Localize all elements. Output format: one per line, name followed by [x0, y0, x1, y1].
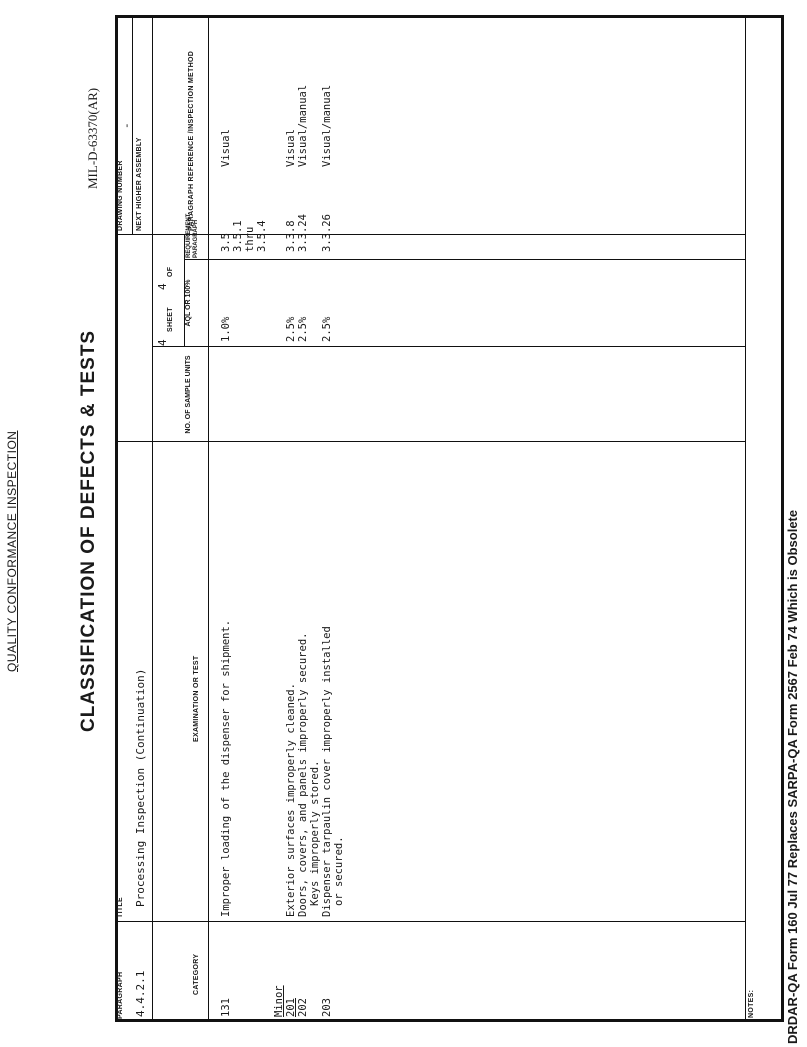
method-cell: Visual — [285, 129, 297, 167]
form-title: CLASSIFICATION OF DEFECTS & TESTS — [78, 329, 99, 732]
aql-cell: 2.5% — [285, 316, 297, 342]
aql-column-header: AQL OR 100% — [185, 279, 192, 327]
method-cell: Visual/manual — [321, 84, 333, 167]
category-cell: 203 — [321, 998, 333, 1017]
exam-cell: Dispenser tarpaulin cover improperly installed — [321, 626, 333, 917]
exam-column-line — [115, 441, 745, 442]
exam-column-header: EXAMINATION OR TEST — [193, 655, 200, 742]
mil-spec-number: MIL-D-63370(AR) — [85, 87, 100, 189]
requirement-cell: 3.3.24 — [297, 214, 309, 252]
requirement-column-line — [115, 234, 745, 235]
method-cell: Visual — [220, 129, 232, 167]
sheet-label: SHEET — [167, 307, 174, 332]
next-higher-assembly-label: NEXT HIGHER ASSEMBLY — [136, 137, 143, 231]
requirement-cell: 3.5 — [220, 233, 232, 252]
category-cell: 201 — [285, 998, 297, 1017]
document-section-heading: QUALITY CONFORMANCE INSPECTION — [5, 430, 19, 672]
exam-cell-continuation: or secured. — [333, 836, 345, 906]
aql-cell: 2.5% — [297, 316, 309, 342]
requirement-cell: 3.5.1 — [232, 220, 244, 252]
method-cell: Visual/manual — [297, 84, 309, 167]
requirement-cell: 3.5.4 — [256, 220, 268, 252]
title-value: Processing Inspection (Continuation) — [134, 668, 147, 907]
exam-cell: Improper loading of the dispenser for shipment. — [220, 619, 232, 917]
sample-units-column-header: NO. OF SAMPLE UNITS — [185, 355, 192, 434]
requirement-column-header: REQUIREMENT PARAGRAPH — [186, 213, 199, 258]
exam-cell: Doors, covers, and panels improperly secured. — [297, 632, 309, 917]
notes-label: NOTES: — [748, 989, 755, 1018]
category-column-line — [115, 921, 745, 922]
header-divider-line — [152, 15, 153, 1022]
form-footer: DRDAR-QA Form 160 Jul 77 Replaces SARPA-QA Form 2567 Feb 74 Which is Obsolete — [785, 509, 800, 1044]
paragraph-value: 4.4.2.1 — [134, 970, 147, 1017]
paragraph-label: PARAGRAPH — [117, 971, 124, 1019]
category-cell: 202 — [297, 998, 309, 1017]
paragraph-reference-column-header: PARAGRAPH REFERENCE /INSPECTION METHOD — [188, 50, 195, 231]
requirement-cell: thru — [244, 226, 256, 252]
exam-cell: Exterior surfaces improperly cleaned. — [285, 683, 297, 917]
sheet-total: 4 — [156, 283, 169, 290]
drawing-number-value: - — [120, 122, 133, 129]
sheet-number: 4 — [156, 339, 169, 346]
category-cell: 131 — [220, 998, 232, 1017]
aql-cell: 2.5% — [321, 316, 333, 342]
drawing-number-label: DRAWING NUMBER — [117, 160, 124, 231]
requirement-cell: 3.3.26 — [321, 214, 333, 252]
of-label: OF — [167, 266, 174, 277]
title-label: TITLE — [117, 897, 124, 918]
requirement-cell: 3.3.8 — [285, 220, 297, 252]
column-header-bottom-line — [208, 15, 209, 1022]
minor-category-label: Minor — [273, 985, 285, 1017]
inspection-table-frame — [115, 15, 784, 1022]
aql-column-line — [184, 259, 745, 260]
aql-cell: 1.0% — [220, 316, 232, 342]
notes-divider-line — [745, 15, 746, 1022]
sample-column-line — [152, 346, 745, 347]
category-column-header: CATEGORY — [193, 953, 200, 995]
exam-cell-continuation: Keys improperly stored. — [309, 760, 321, 906]
